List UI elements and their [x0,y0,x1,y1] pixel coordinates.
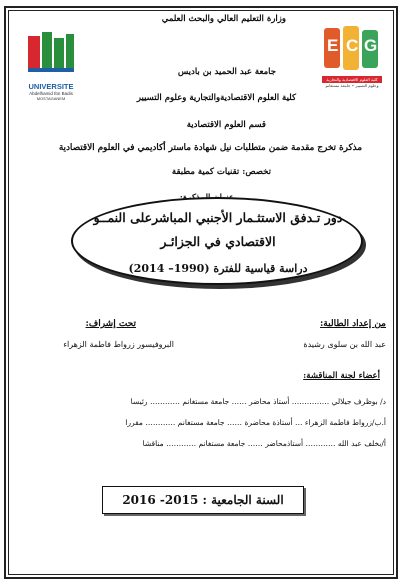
ecg-logo-icon [322,24,382,74]
faculty-logo-caption-1: كلية العلوم الاقتصادية والتجارية [322,76,382,83]
ecg-letter-g: G [364,36,378,55]
committee-member-institution: جامعة مستغانم [182,397,230,406]
committee-row: أ.ب/زرواط فاطمة الزهراء … أستاذة محاضرة …… جامعة مستغانم ………… مقررا [125,418,386,427]
committee-member-institution: جامعة مستغانم [198,439,246,448]
committee-member-institution: جامعة مستغانم [177,418,225,427]
committee-member-role: رئيسا [130,397,148,406]
um-logo-icon [22,28,80,78]
supervisor-label: تحت إشراف: [85,319,136,329]
university-logo-sub: Abdelhamid Ibn Badis [29,91,73,96]
student-label: من إعداد الطالبة: [319,319,386,329]
committee-row: د/ بوظرف جيلالي …………… أستاذ محاضر …… جامعة مستغانم ………… رئيسا [130,397,386,406]
academic-year-box [102,486,304,514]
committee-row: أ/بخلف عبد الله ………… أستاذمحاضر …… جامعة مستغانم ………… مناقشا [142,439,386,448]
committee-member-name: أ/بخلف عبد الله [337,439,386,448]
academic-year: السنة الجامعية : 2015- 2016 [122,493,284,507]
supervisor-name: البروفيسور زرواط فاطمة الزهراء [63,340,174,349]
committee-member-name: أ.ب/زرواط فاطمة الزهراء [304,418,386,427]
committee-member-role: مناقشا [142,439,164,448]
ministry-name: وزارة التعليم العالي والبحث العلمي [161,14,286,24]
committee-member-rank: أستاذ محاضر [249,397,290,406]
student-name: عبد الله بن سلوى رشيدة [303,340,386,349]
ecg-letter-c: C [346,36,359,55]
faculty-logo-caption-2: وعلوم التسيير • جامعة مستغانم [325,83,379,88]
committee-member-role: مقررا [125,418,143,427]
university-logo-city: MOSTAGANEM [36,96,66,101]
faculty-name: كلية العلوم الاقتصاديةوالتجارية وعلوم التسيير [136,93,296,103]
ecg-letter-e: E [327,36,339,55]
committee-label: أعضاء لجنة المناقشة: [303,371,380,381]
university-logo-name: UNIVERSITE [28,82,74,91]
committee-member-rank: أستاذة محاضرة [244,418,293,427]
committee-member-rank: أستاذمحاضر [265,439,304,448]
thesis-subtitle: دراسة قياسية للفترة (1990– 2014) [128,262,308,275]
thesis-title-line-1: دور تـدفق الاستثـمار الأجنبي المباشرعلى النمــو [93,210,343,225]
specialty: تخصص: تقنيات كمية مطبقة [171,167,271,177]
university-name: جامعة عبد الحميد بن باديس [177,67,276,77]
committee-member-name: د/ بوظرف جيلالي [331,397,386,406]
faculty-logo [322,24,382,98]
thesis-title-line-2: الاقتصادي في الجزائـر [160,234,276,249]
memo-description: مذكرة تخرج مقدمة ضمن متطلبات نيل شهادة ماستر أكاديمي في العلوم الاقتصادية [58,143,362,153]
department-name: قسم العلوم الاقتصادية [186,120,266,130]
university-logo [22,28,80,102]
